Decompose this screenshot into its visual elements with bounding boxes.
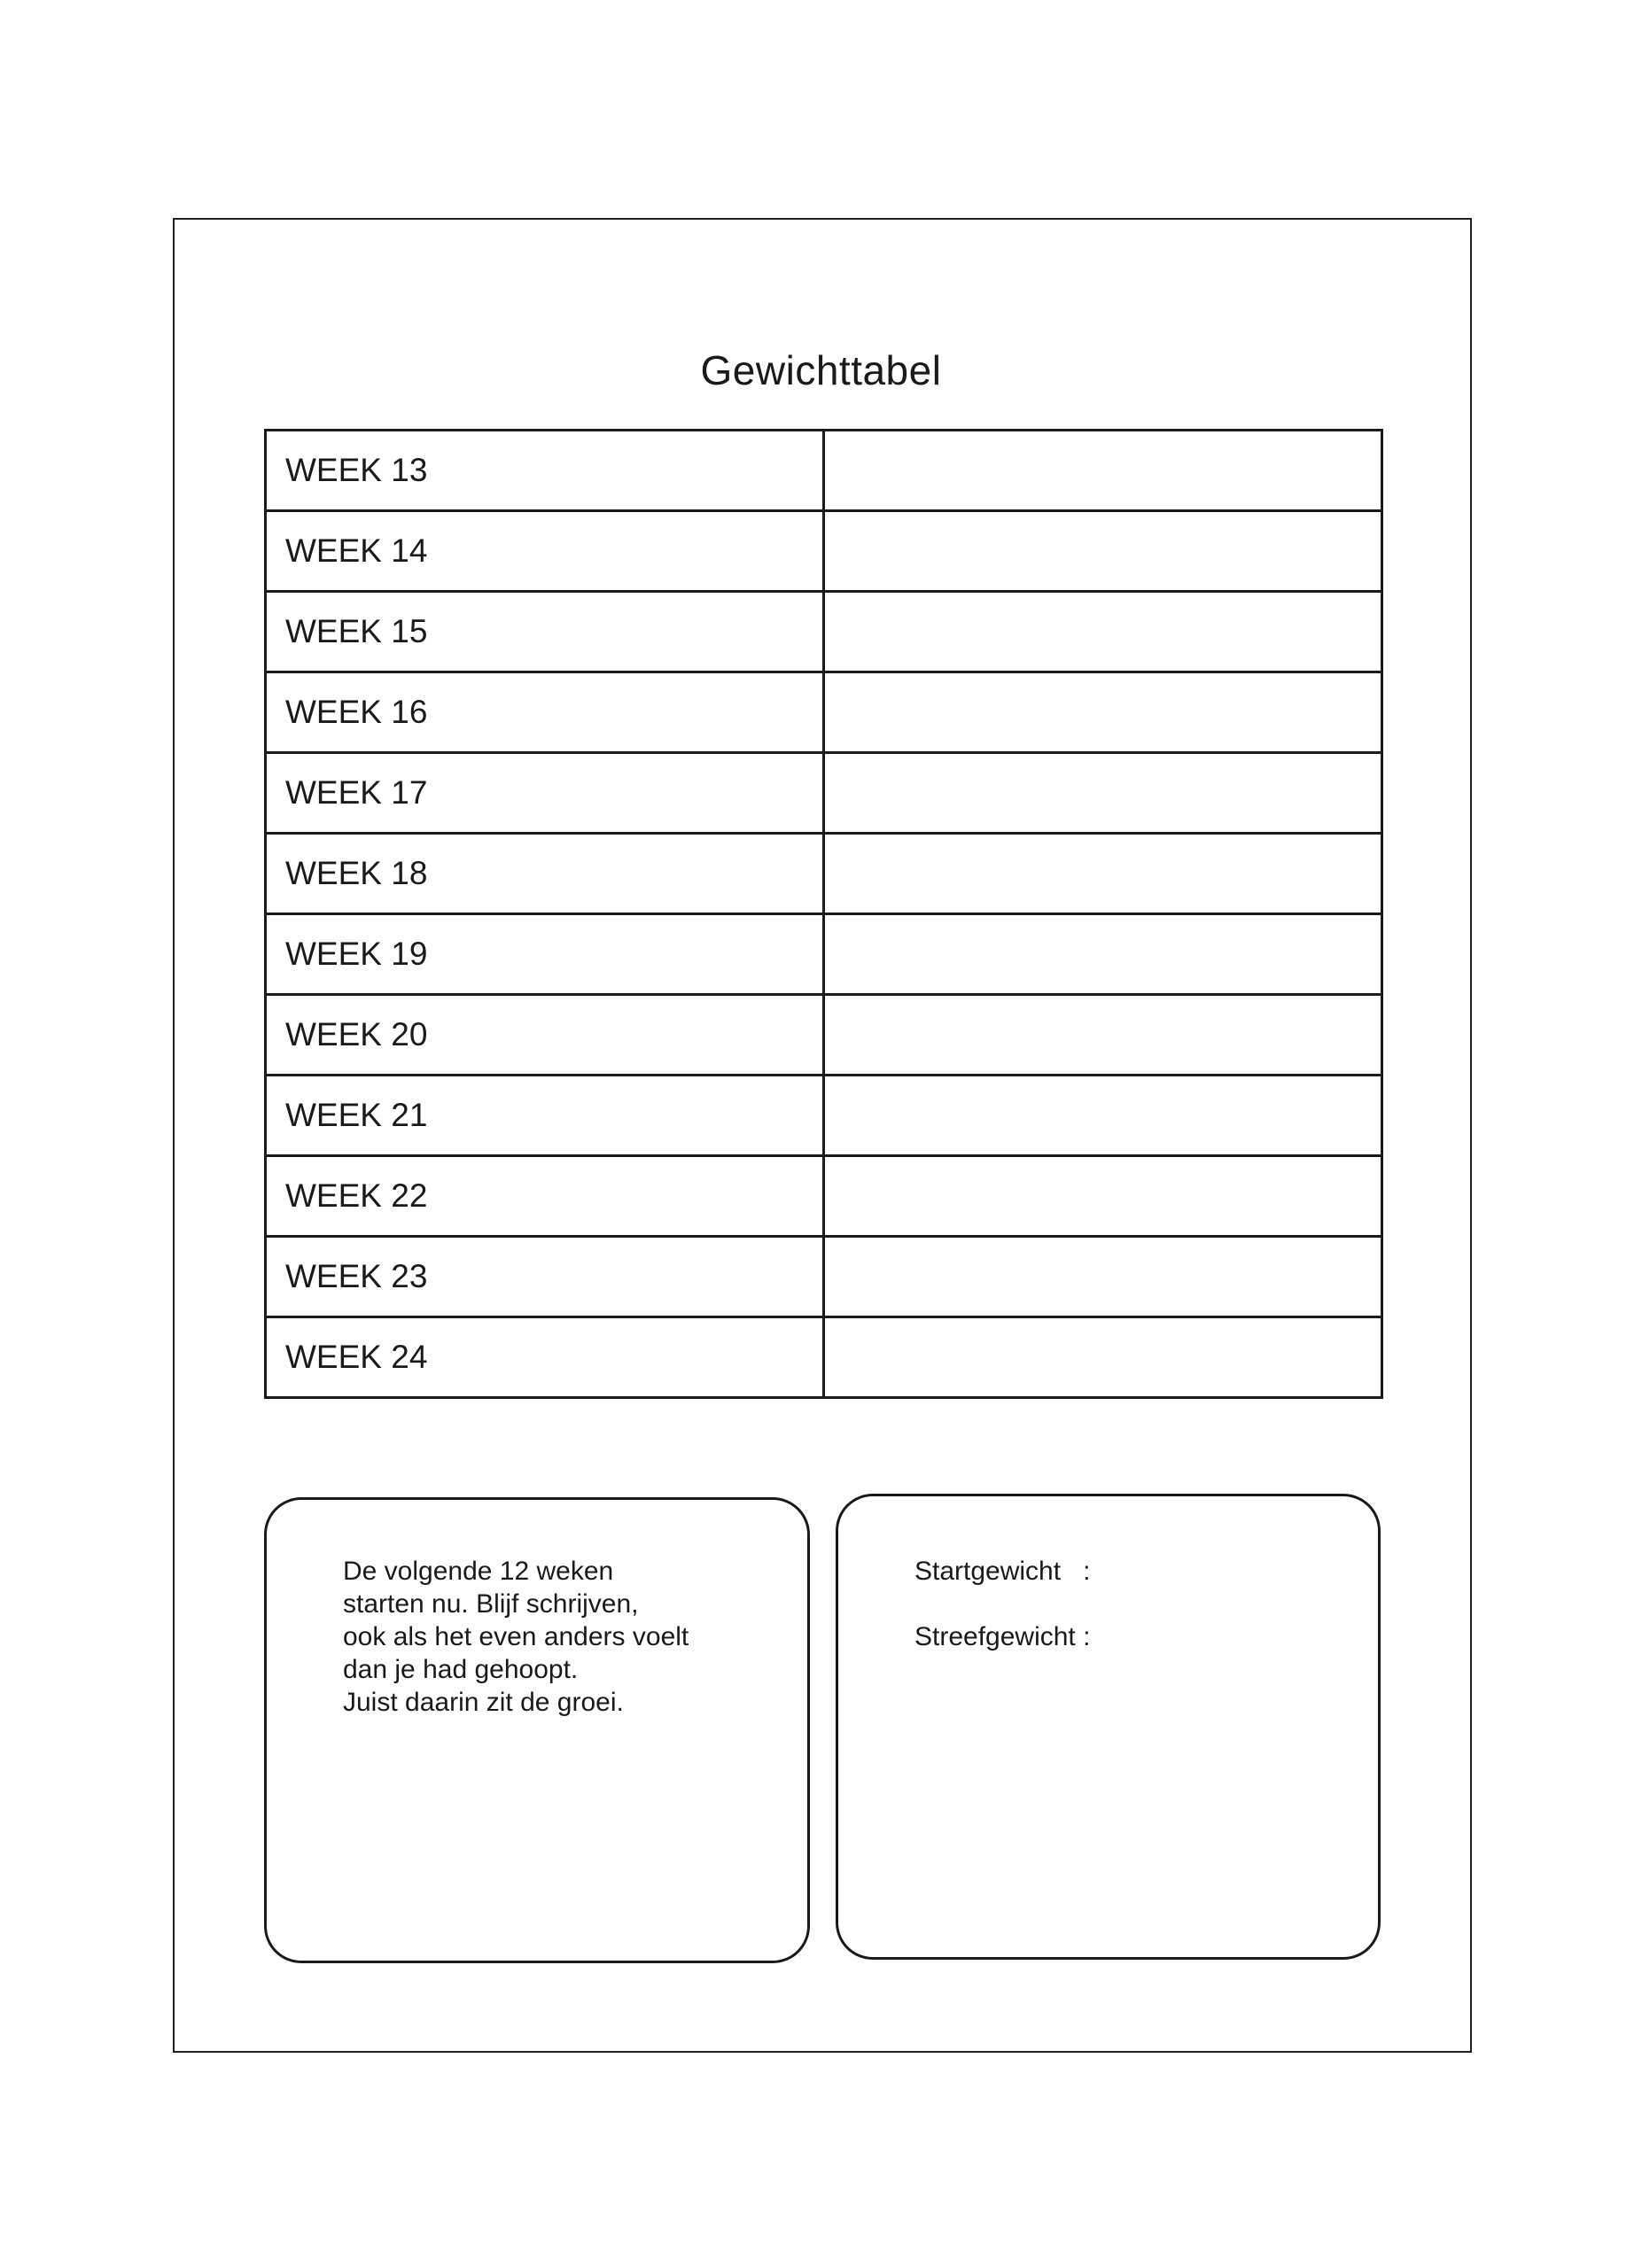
week-weight-cell[interactable] xyxy=(824,672,1382,753)
week-weight-cell[interactable] xyxy=(824,995,1382,1076)
table-row xyxy=(266,834,1382,914)
week-label: WEEK 13 xyxy=(266,431,824,511)
weight-table xyxy=(264,429,1383,1399)
table-row xyxy=(266,1317,1382,1398)
goals-box xyxy=(836,1494,1381,1960)
week-label: WEEK 16 xyxy=(266,672,824,753)
table-row xyxy=(266,995,1382,1076)
table-row xyxy=(266,431,1382,511)
table-row xyxy=(266,511,1382,592)
week-weight-cell[interactable] xyxy=(824,1237,1382,1317)
week-weight-cell[interactable] xyxy=(824,834,1382,914)
table-row xyxy=(266,1076,1382,1156)
week-weight-cell[interactable] xyxy=(824,753,1382,834)
motivation-box xyxy=(264,1497,810,1963)
table-row xyxy=(266,592,1382,672)
weight-table-body xyxy=(266,431,1382,1398)
table-row xyxy=(266,1156,1382,1237)
week-weight-cell[interactable] xyxy=(824,914,1382,995)
week-label: WEEK 19 xyxy=(266,914,824,995)
motivation-line: De volgende 12 weken xyxy=(343,1557,614,1586)
target-weight-label: Streefgewicht : xyxy=(914,1622,1091,1651)
week-label: WEEK 24 xyxy=(266,1317,824,1398)
week-label: WEEK 21 xyxy=(266,1076,824,1156)
table-row xyxy=(266,672,1382,753)
motivation-line: Juist daarin zit de groei. xyxy=(343,1688,624,1717)
table-row xyxy=(266,753,1382,834)
week-weight-cell[interactable] xyxy=(824,592,1382,672)
motivation-text xyxy=(343,1555,689,1719)
week-weight-cell[interactable] xyxy=(824,511,1382,592)
week-weight-cell[interactable] xyxy=(824,1156,1382,1237)
table-row xyxy=(266,914,1382,995)
start-weight-label: Startgewicht : xyxy=(914,1557,1091,1586)
table-row xyxy=(266,1237,1382,1317)
motivation-line: dan je had gehoopt. xyxy=(343,1655,579,1684)
week-label: WEEK 20 xyxy=(266,995,824,1076)
week-label: WEEK 17 xyxy=(266,753,824,834)
week-label: WEEK 15 xyxy=(266,592,824,672)
week-label: WEEK 23 xyxy=(266,1237,824,1317)
motivation-line: ook als het even anders voelt xyxy=(343,1622,689,1651)
week-label: WEEK 18 xyxy=(266,834,824,914)
motivation-line: starten nu. Blijf schrijven, xyxy=(343,1589,639,1619)
week-label: WEEK 22 xyxy=(266,1156,824,1237)
week-weight-cell[interactable] xyxy=(824,1317,1382,1398)
week-label: WEEK 14 xyxy=(266,511,824,592)
page-title: Gewichttabel xyxy=(700,346,942,393)
week-weight-cell[interactable] xyxy=(824,431,1382,511)
week-weight-cell[interactable] xyxy=(824,1076,1382,1156)
